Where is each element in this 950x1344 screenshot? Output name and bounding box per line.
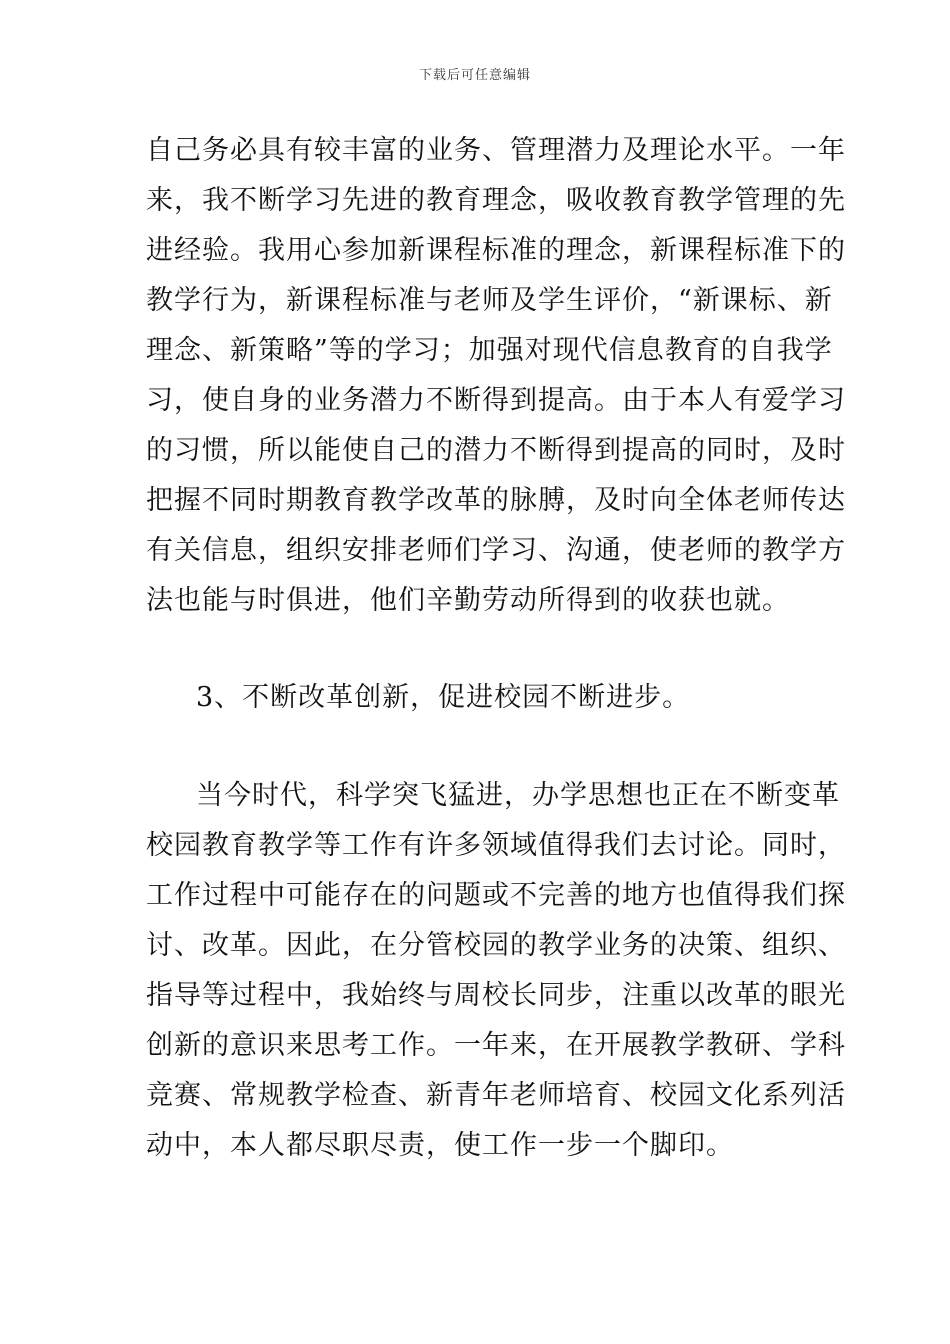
text-line: 进经验。我用心参加新课程标准的理念，新课程标准下的 [146, 235, 846, 266]
text-line: 工作过程中可能存在的问题或不完善的地方也值得我们探 [146, 880, 846, 911]
section-heading: 3、不断改革创新，促进校园不断进步。 [196, 682, 691, 713]
text-line: 法也能与时俱进，他们辛勤劳动所得到的收获也就。 [146, 585, 790, 616]
text-line: 来，我不断学习先进的教育理念，吸收教育教学管理的先 [146, 185, 846, 216]
text-line: 创新的意识来思考工作。一年来，在开展教学教研、学科 [146, 1030, 846, 1061]
text-line: 动中，本人都尽职尽责，使工作一步一个脚印。 [146, 1130, 734, 1161]
text-line: 理念、新策略”等的学习；加强对现代信息教育的自我学 [146, 335, 833, 366]
text-line: 习，使自身的业务潜力不断得到提高。由于本人有爱学习 [146, 385, 846, 416]
text-line: 指导等过程中，我始终与周校长同步，注重以改革的眼光 [146, 980, 846, 1011]
text-line: 讨、改革。因此，在分管校园的教学业务的决策、组织、 [146, 930, 846, 961]
text-line: 的习惯，所以能使自己的潜力不断得到提高的同时，及时 [146, 435, 846, 466]
text-line: 校园教育教学等工作有许多领域值得我们去讨论。同时， [146, 830, 846, 861]
text-line: 教学行为，新课程标准与老师及学生评价，“新课标、新 [146, 285, 833, 316]
text-line: 自己务必具有较丰富的业务、管理潜力及理论水平。一年 [146, 135, 846, 166]
text-line: 有关信息，组织安排老师们学习、沟通，使老师的教学方 [146, 535, 846, 566]
text-line: 竞赛、常规教学检查、新青年老师培育、校园文化系列活 [146, 1080, 846, 1111]
text-line: 当今时代，科学突飞猛进，办学思想也正在不断变革 [196, 780, 840, 811]
page-header: 下载后可任意编辑 [418, 68, 531, 83]
text-line: 把握不同时期教育教学改革的脉膊，及时向全体老师传达 [146, 485, 846, 516]
